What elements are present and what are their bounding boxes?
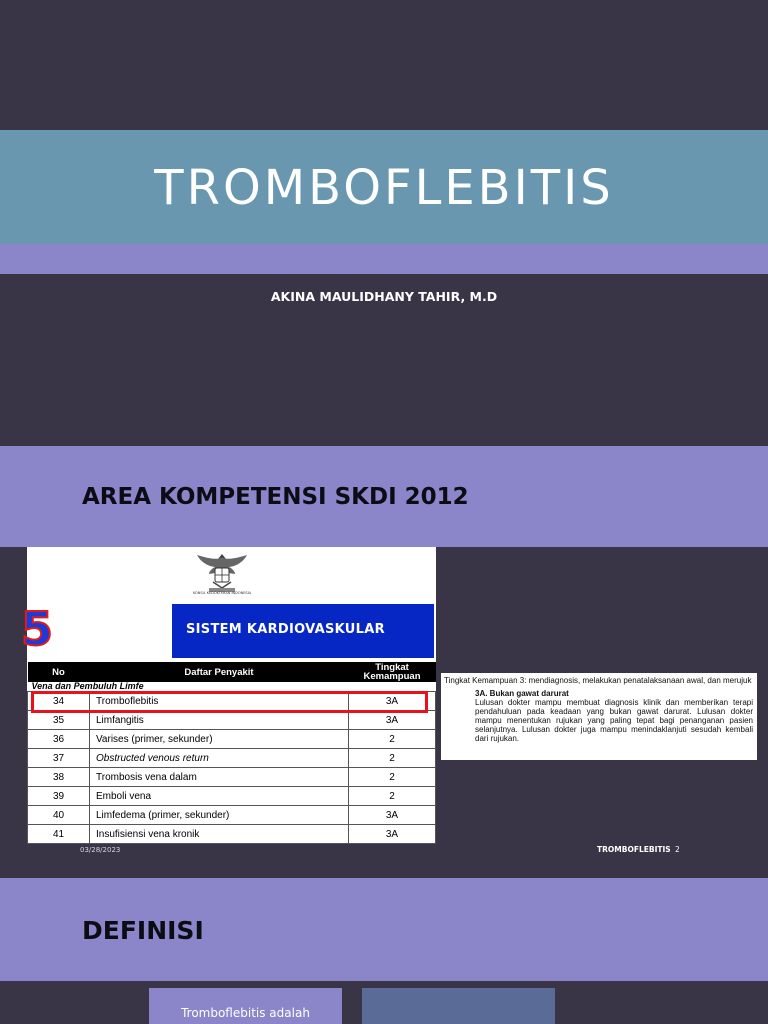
garuda-emblem-icon (193, 550, 251, 594)
table-row: 37 Obstructed venous return 2 (28, 749, 436, 768)
title-band (0, 130, 768, 244)
kemampuan-level: Tingkat Kemampuan 3: mendiagnosis, melakukan penatalaksanaan awal, dan merujuk (444, 676, 752, 685)
table-row: 41 Insufisiensi vena kronik 3A (28, 825, 436, 844)
slide2-header (0, 446, 768, 547)
table-row: 39 Emboli vena 2 (28, 787, 436, 806)
header-no: No (28, 662, 90, 682)
chapter-number (21, 602, 61, 656)
slide-title: TROMBOFLEBITIS (154, 160, 614, 216)
kemampuan-note (441, 673, 757, 760)
kemampuan-subheading: 3A. Bukan gawat darurat (475, 688, 569, 698)
table-row: 38 Trombosis vena dalam 2 (28, 768, 436, 787)
svg-text:5: 5 (21, 602, 54, 656)
secondary-box (362, 988, 555, 1024)
system-title: SISTEM KARDIOVASKULAR (186, 622, 385, 637)
footer-title: TROMBOFLEBITIS (597, 845, 671, 854)
definition-text: Tromboflebitis adalah (181, 1006, 310, 1020)
highlight-frame (31, 691, 428, 713)
skdi-document-excerpt (21, 547, 436, 844)
author-name: AKINA MAULIDHANY TAHIR, M.D (270, 289, 498, 304)
table-row: 40 Limfedema (primer, sekunder) 3A (28, 806, 436, 825)
footer-page-number: 2 (675, 845, 680, 854)
header-disease: Daftar Penyakit (90, 662, 349, 682)
footer-date: 03/28/2023 (80, 846, 121, 854)
slide3-header (0, 878, 768, 981)
slide2-heading: AREA KOMPETENSI SKDI 2012 (82, 484, 469, 510)
disease-table (27, 662, 436, 844)
table-row: 36 Varises (primer, sekunder) 2 (28, 730, 436, 749)
table-row: 34 Tromboflebitis 3A (28, 692, 436, 711)
header-level: Tingkat Kemampuan (349, 662, 436, 682)
slide3-heading: DEFINISI (82, 916, 204, 945)
table-row: 35 Limfangitis 3A (28, 711, 436, 730)
emblem-caption: KONSIL KEDOKTERAN INDONESIA (192, 591, 252, 595)
system-title-box (172, 604, 434, 658)
accent-band (0, 244, 768, 274)
definition-box (149, 988, 342, 1024)
group-label: Vena dan Pembuluh Limfe (31, 681, 144, 691)
kemampuan-body: Lulusan dokter mampu membuat diagnosis klinik dan memberikan terapi pendahuluan pada keadaan yang bukan gawat darurat. Lulusan dokter mampu menentukan rujukan yang paling tepat bagi penanganan pasien selanjutnya. Lulusan dokter juga mampu menindaklanjuti sesudah kembali dari rujukan. (475, 697, 753, 744)
